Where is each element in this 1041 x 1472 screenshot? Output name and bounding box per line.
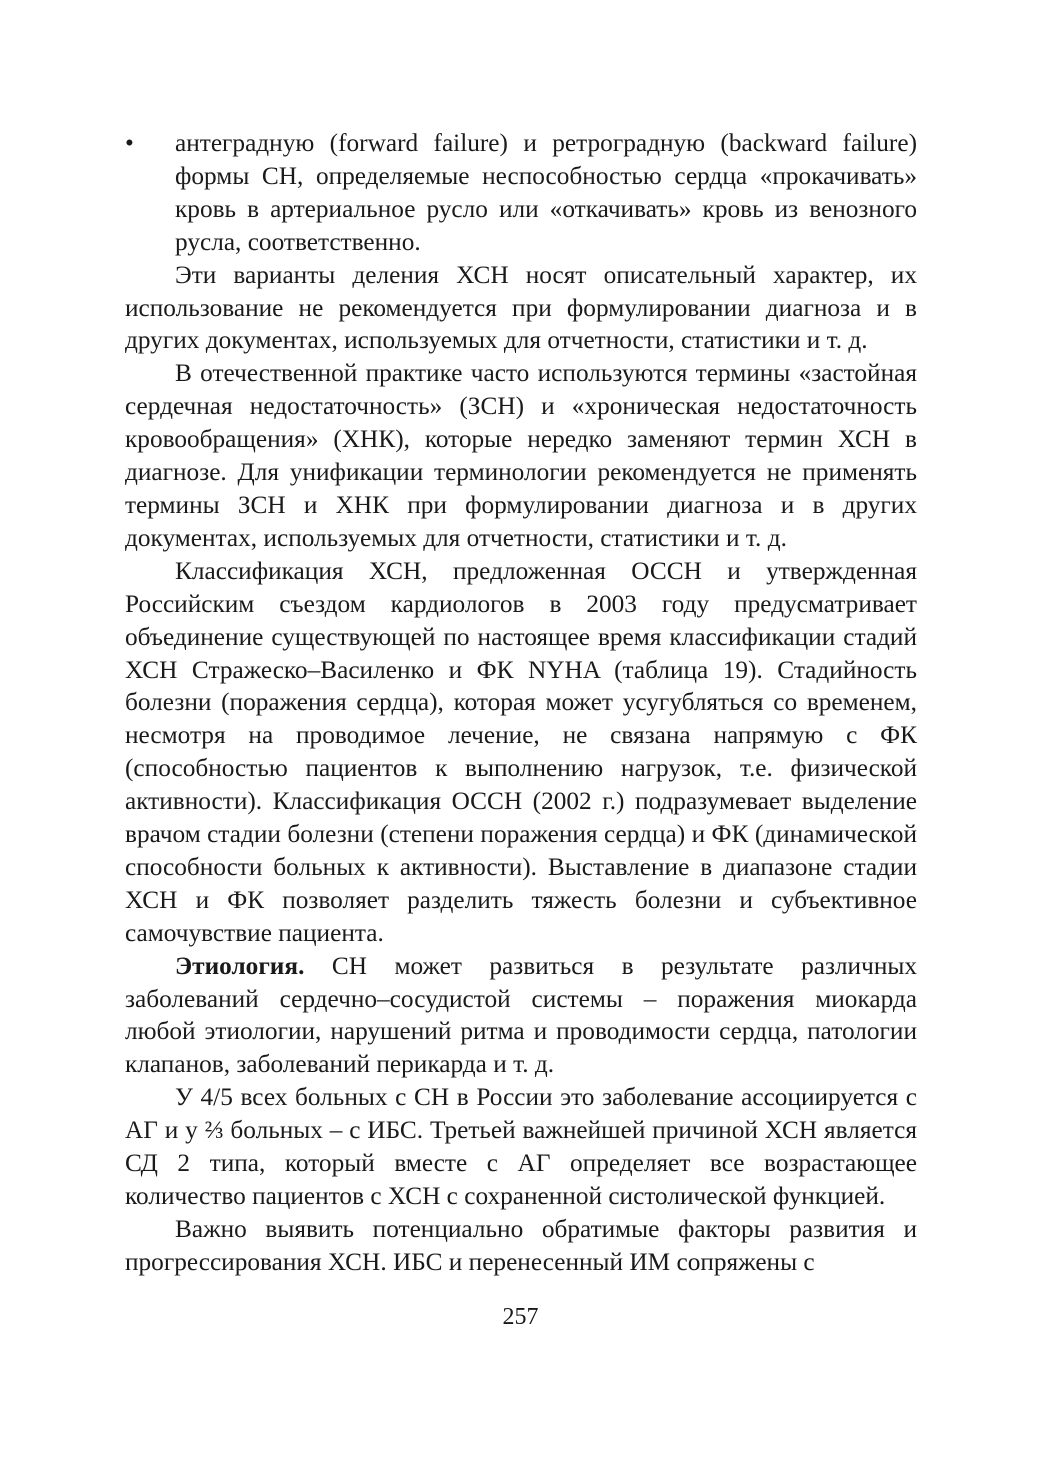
- bullet-text: антеградную (forward failure) и ретроградную (backward failure) формы СН, определяемые неспособностью сердца «прокачивать» кровь в артериальное русло или «откачивать» кровь из венозного русла, соответственно.: [175, 129, 917, 256]
- paragraph-terminology: [125, 357, 917, 554]
- paragraph-text: У 4/5 всех больных с СН в России это заболевание ассоциируется с АГ и у ⅔ больных – с ИБС. Третьей важнейшей причиной ХСН является СД 2 типа, который вместе с АГ определяет все возрастающее количество пациентов с ХСН с сохраненной систолической функцией.: [125, 1083, 917, 1210]
- paragraph-text: Эти варианты деления ХСН носят описательный характер, их использование не рекомендуется при формулировании диагноза и в других документах, используемых для отчетности, статистики и т. д.: [125, 260, 917, 355]
- paragraph-classification: [125, 555, 917, 950]
- paragraph-variants: [125, 259, 917, 358]
- page-number: 257: [502, 1304, 539, 1330]
- paragraph-statistics: [125, 1081, 917, 1213]
- paragraph-text: Классификация ХСН, предложенная ОССН и утвержденная Российским съездом кардиологов в 2003 году предусматривает объединение существующей по настоящее время классификации стадий ХСН Стражеско–Василенко и ФК NYHA (таблица 19). Стадийность болезни (поражения сердца), которая может усугубляться со временем, несмотря на проводимое лечение, не связана напрямую с ФК (способностью пациентов к выполнению нагрузок, т.е. физической активности). Классификация ОССН (2002 г.) подразумевает выделение врачом стадии болезни (степени поражения сердца) и ФК (динамической способности больных к активности). Выставление в диапазоне стадии ХСН и ФК позволяет разделить тяжесть болезни и субъективное самочувствие пациента.: [125, 556, 917, 947]
- paragraph-text: СН может развиться в результате различных заболеваний сердечно–сосудистой системы – поражения миокарда любой этиологии, нарушений ритма и проводимости сердца, патологии клапанов, заболеваний перикарда и т. д.: [125, 951, 917, 1079]
- paragraph-factors: [125, 1213, 917, 1279]
- paragraph-text: В отечественной практике часто используются термины «застойная сердечная недостаточность» (ЗСН) и «хроническая недостаточность кровообращения» (ХНК), которые нередко заменяют термин ХСН в диагнозе. Для унификации терминологии рекомендуется не применять термины ЗСН и ХНК при формулировании диагноза и в других документах, используемых для отчетности, статистики и т. д.: [125, 359, 917, 552]
- page-body: [125, 127, 917, 1279]
- bullet-item: [125, 127, 917, 259]
- etiology-heading: Этиология.: [175, 951, 305, 980]
- text-block: [125, 127, 917, 1279]
- paragraph-text: Важно выявить потенциально обратимые факторы развития и прогрессирования ХСН. ИБС и перенесенный ИМ сопряжены с: [125, 1214, 917, 1276]
- paragraph-etiology: [125, 950, 917, 1082]
- bullet-mark: •: [125, 129, 134, 157]
